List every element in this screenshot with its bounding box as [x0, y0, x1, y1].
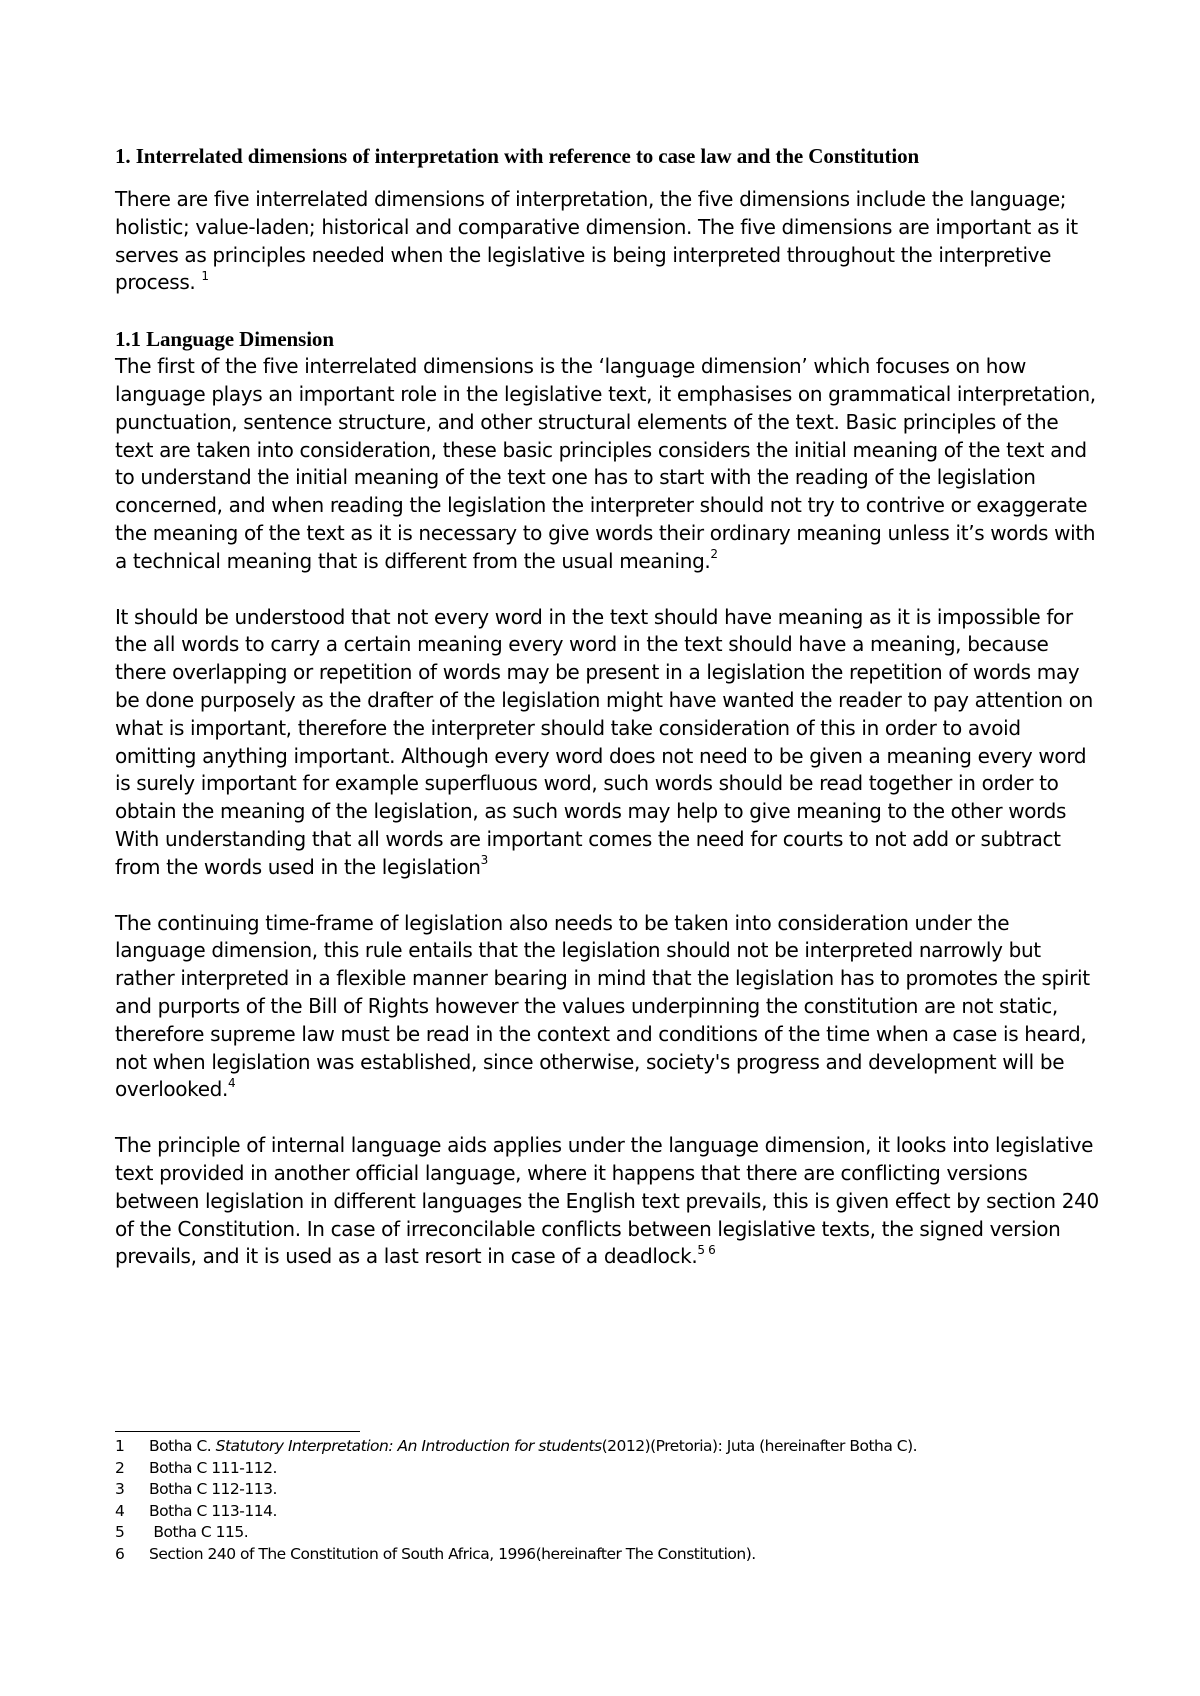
footnote-ref-1[interactable]: 1	[201, 268, 209, 283]
footnote-4	[115, 1501, 1100, 1523]
paragraph-4	[115, 1132, 1100, 1271]
footnote-6	[115, 1544, 1100, 1566]
paragraph-2-text: It should be understood that not every word in the text should have meaning as it is impossible for the all words to carry a certain meaning every word in the text should have a meaning, because there overlapping or repetition of words may be present in a legislation the repetition of words may be done purposely as the drafter of the legislation might have wanted the reader to pay attention on what is important, therefore the interpreter should take consideration of this in order to avoid omitting anything important. Although every word does not need to be given a meaning every word is surely important for example superfluous word, such words should be read together in order to obtain the meaning of the legislation, as such words may help to give meaning to the other words With understanding that all words are important comes the need for courts to not add or subtract from the words used in the legislation	[115, 604, 1093, 879]
footnote-3	[115, 1479, 1100, 1501]
footnote-ref-5-6[interactable]: 5 6	[697, 1242, 716, 1257]
footnote-number: 3	[115, 1480, 125, 1499]
paragraph-4-text: The principle of internal language aids applies under the language dimension, it looks into legislative text provided in another official language, where it happens that there are conflicting versions between legislation in different languages the English text prevails, this is given effect by section 240 of the Constitution. In case of irreconcilable conflicts between legislative texts, the signed version prevails, and it is used as a last resort in case of a deadlock.	[115, 1133, 1099, 1269]
footnote-text: Botha C 113-114.	[149, 1501, 277, 1520]
intro-text: There are five interrelated dimensions of interpretation, the five dimensions include the language; holistic; value-laden; historical and comparative dimension. The five dimensions are important as it serves as principles needed when the legislative is being interpreted throughout the interpretive process.	[115, 187, 1078, 295]
footnote-1	[115, 1436, 1100, 1458]
footnote-number: 6	[115, 1544, 125, 1563]
intro-paragraph	[115, 186, 1100, 297]
footnote-author: Botha C.	[149, 1437, 216, 1455]
footnote-text	[149, 1436, 917, 1458]
footnotes	[115, 1436, 1100, 1566]
subsection-heading: 1.1 Language Dimension	[115, 327, 334, 352]
footnote-2	[115, 1458, 1100, 1480]
footnote-ref-3[interactable]: 3	[480, 853, 488, 868]
footnote-number: 2	[115, 1458, 125, 1477]
footnote-text: Botha C 112-113.	[149, 1480, 277, 1499]
document-body	[115, 143, 1100, 1299]
footnote-5	[115, 1522, 1100, 1544]
footnote-ref-2[interactable]: 2	[710, 547, 718, 562]
footnote-ref-4[interactable]: 4	[228, 1075, 236, 1090]
section-heading: 1. Interrelated dimensions of interpretation with reference to case law and the Constitution	[115, 144, 920, 168]
footnote-book-title: Statutory Interpretation: An Introduction for students	[215, 1437, 602, 1455]
footnote-number: 4	[115, 1501, 125, 1520]
footnote-publication: (2012)(Pretoria): Juta (hereinafter Botha C).	[601, 1437, 918, 1455]
footnote-text: Section 240 of The Constitution of South Africa, 1996(hereinafter The Constitution).	[149, 1544, 756, 1563]
footnote-separator	[115, 1431, 360, 1432]
footnote-text: Botha C 111-112.	[149, 1458, 277, 1477]
paragraph-1-text: The first of the five interrelated dimensions is the ‘language dimension’ which focuses on how language plays an important role in the legislative text, it emphasises on grammatical interpretation, punctuation, sentence structure, and other structural elements of the text. Basic principles of the text are taken into consideration, these basic principles considers the initial meaning of the text and to understand the initial meaning of the text one has to start with the reading of the legislation concerned, and when reading the legislation the interpreter should not try to contrive or exaggerate the meaning of the text as it is necessary to give words their ordinary meaning unless it’s words with a technical meaning that is different from the usual meaning.	[115, 354, 1096, 573]
paragraph-2	[115, 604, 1100, 882]
footnote-number: 5	[115, 1523, 125, 1542]
paragraph-1	[115, 353, 1100, 575]
footnote-number: 1	[115, 1437, 125, 1455]
paragraph-3-text: The continuing time-frame of legislation also needs to be taken into consideration under the language dimension, this rule entails that the legislation should not be interpreted narrowly but rather interpreted in a flexible manner bearing in mind that the legislation has to promotes the spirit and purports of the Bill of Rights however the values underpinning the constitution are not static, therefore supreme law must be read in the context and conditions of the time when a case is heard, not when legislation was established, since otherwise, society's progress and development will be overlooked.	[115, 910, 1090, 1102]
footnote-text: Botha C 115.	[149, 1523, 249, 1542]
paragraph-3	[115, 910, 1100, 1105]
